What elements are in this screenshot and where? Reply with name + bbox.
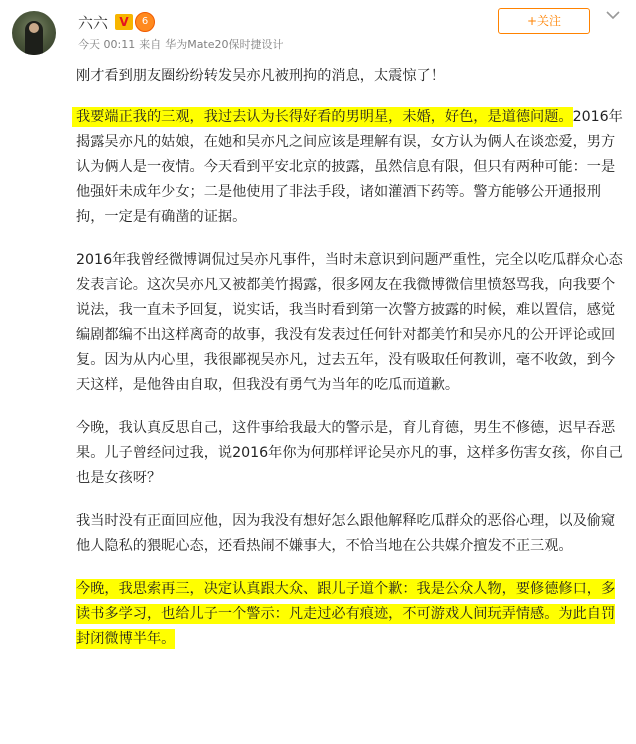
post-paragraph-4: 我当时没有正面回应他，因为我没有想好怎么跟他解释吃瓜群众的恶俗心理，以及偷窥他人隐私的猥昵心态，还看热闹不嫌事大，不恰当地在公共媒介擅发不正三观。 <box>76 513 616 554</box>
username[interactable]: 六六 <box>78 14 109 32</box>
post-body <box>76 64 626 652</box>
post-header <box>0 0 636 64</box>
post-meta <box>78 38 288 52</box>
vip-badge-icon[interactable]: V <box>115 14 133 30</box>
highlight-text-1: 我要端正我的三观，我过去认为长得好看的男明星，未婚，好色，是道德问题。 <box>72 107 573 127</box>
highlight-text-2: 今晚，我思索再三，决定认真跟大众、跟儿子道个歉：我是公众人物，要修德修口，多读书多学习，也给儿子一个警示：凡走过必有痕迹，不可游戏人间玩弄情感。为此自罚封闭微博半年。 <box>76 581 616 647</box>
avatar-face <box>29 23 39 33</box>
post-paragraph-5 <box>76 577 626 652</box>
post-paragraph-1-rest: 2016年揭露吴亦凡的姑娘，在她和吴亦凡之间应该是理解有误，女方认为俩人在谈恋爱，男方认为俩人是一夜情。今天看到平安北京的披露，虽然信息有限，但只有两种可能：一是他强奸未成年少女；二是他使用了非法手段，诸如灌酒下药等。警方能够公开通报刑拘，一定是有确凿的证据。 <box>76 109 623 225</box>
follow-button[interactable]: +关注 <box>498 8 590 34</box>
post-source[interactable]: 华为Mate20保时捷设计 <box>165 38 284 51</box>
post-paragraph-3: 今晚，我认真反思自己，这件事给我最大的警示是，育儿育德，男生不修德，迟早吞恶果。儿子曾经问过我，说2016年你为何那样评论吴亦凡的事，这样多伤害女孩，你自己也是女孩呀？ <box>76 420 623 486</box>
chevron-down-icon[interactable] <box>604 8 622 22</box>
source-prefix: 来自 <box>139 38 162 51</box>
medal-badge-icon[interactable]: 6 <box>135 12 155 32</box>
avatar[interactable] <box>12 11 56 55</box>
post-paragraph-2: 2016年我曾经微博调侃过吴亦凡事件，当时未意识到问题严重性，完全以吃瓜群众心态发表言论。这次吴亦凡又被都美竹揭露，很多网友在我微博微信里愤怒骂我，向我要个说法，我一直未予回复，说实话，我当时看到第一次警方披露的时候，难以置信，感觉编剧都编不出这样离奇的故事，我没有发表过任何针对都美竹和吴亦凡的公开评论或回复。因为从内心里，我很鄙视吴亦凡，过去五年，没有吸取任何教训，毫不收敛，到今天这样，是他咎由自取，但我没有勇气为当年的吃瓜而道歉。 <box>76 252 623 393</box>
post-intro: 刚才看到朋友圈纷纷转发吴亦凡被刑拘的消息，太震惊了！ <box>76 68 445 84</box>
post-paragraph-1 <box>76 105 626 230</box>
post-time[interactable]: 今天 00:11 <box>78 38 136 51</box>
